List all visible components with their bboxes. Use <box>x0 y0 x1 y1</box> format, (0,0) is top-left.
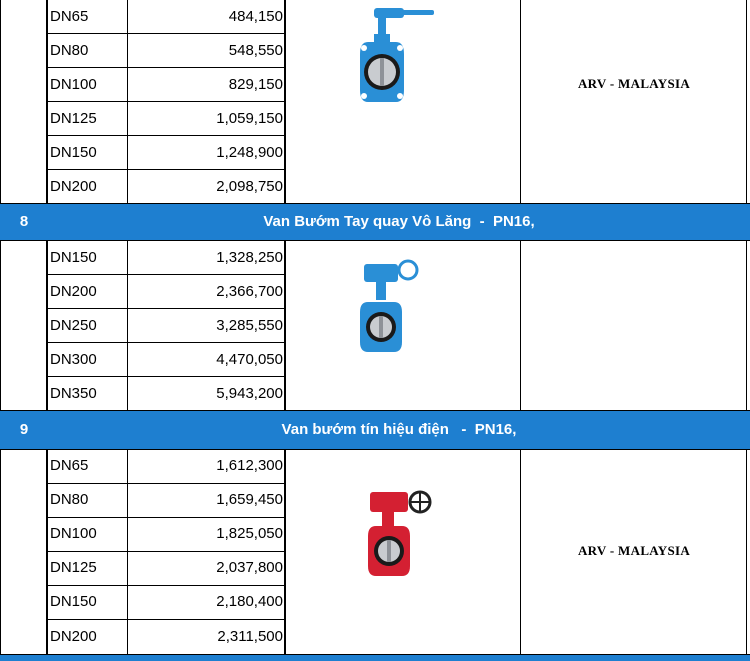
section-header-8 <box>0 204 750 240</box>
price-cell: 3,285,550 <box>216 317 283 334</box>
price-cell: 548,550 <box>228 42 283 59</box>
section-header-9 <box>0 411 750 449</box>
size-cell: DN200 <box>50 178 97 195</box>
size-cell: DN80 <box>50 491 89 508</box>
price-cell: 1,659,450 <box>216 491 283 508</box>
size-cell: DN125 <box>50 559 97 576</box>
section-title: Van Bướm Tay quay Vô Lăng - PN16, <box>263 213 535 230</box>
price-cell: 2,037,800 <box>216 559 283 576</box>
size-cell: DN350 <box>50 385 97 402</box>
size-cell: DN100 <box>50 76 97 93</box>
section-header-next <box>0 655 750 661</box>
size-cell: DN80 <box>50 42 89 59</box>
price-cell: 1,612,300 <box>216 457 283 474</box>
butterfly-valve-lever-image <box>354 4 440 108</box>
size-cell: DN65 <box>50 457 89 474</box>
size-cell: DN65 <box>50 8 89 25</box>
price-cell: 1,059,150 <box>216 110 283 127</box>
size-cell: DN100 <box>50 525 97 542</box>
price-cell: 1,248,900 <box>216 144 283 161</box>
brand-label: ARV - MALAYSIA <box>577 76 691 91</box>
price-cell: 5,943,200 <box>216 385 283 402</box>
price-cell: 2,366,700 <box>216 283 283 300</box>
price-cell: 4,470,050 <box>216 351 283 368</box>
section-title: Van bướm tín hiệu điện - PN16, <box>281 421 517 438</box>
brand-label: ARV - MALAYSIA <box>577 543 691 558</box>
size-cell: DN150 <box>50 249 97 266</box>
size-cell: DN150 <box>50 144 97 161</box>
price-cell: 2,180,400 <box>216 593 283 610</box>
price-cell: 1,328,250 <box>216 249 283 266</box>
size-cell: DN300 <box>50 351 97 368</box>
price-cell: 484,150 <box>228 8 283 25</box>
size-cell: DN200 <box>50 283 97 300</box>
size-cell: DN250 <box>50 317 97 334</box>
section-number: 8 <box>19 213 29 230</box>
price-cell: 2,311,500 <box>217 628 283 645</box>
size-cell: DN125 <box>50 110 97 127</box>
price-cell: 829,150 <box>228 76 283 93</box>
section-number: 9 <box>19 421 29 438</box>
butterfly-valve-gear-image <box>356 258 422 358</box>
size-cell: DN150 <box>50 593 97 610</box>
size-cell: DN200 <box>50 628 97 645</box>
price-cell: 2,098,750 <box>216 178 283 195</box>
price-cell: 1,825,050 <box>216 525 283 542</box>
butterfly-valve-signal-image <box>364 486 442 582</box>
